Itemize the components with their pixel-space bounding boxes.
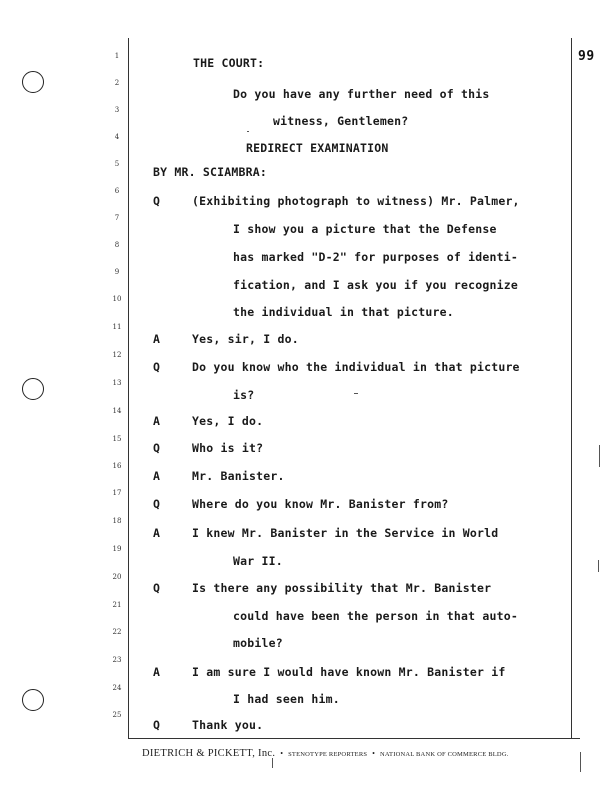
transcript-text: Thank you. — [192, 718, 264, 732]
reporter-address: NATIONAL BANK OF COMMERCE BLDG. — [379, 751, 509, 758]
reporter-firm: DIETRICH & PICKETT, Inc. — [142, 748, 276, 759]
transcript-text: Who is it? — [192, 441, 264, 455]
line-number: 10 — [112, 295, 122, 303]
footer-separator: • — [372, 749, 375, 758]
footer-separator: • — [280, 749, 284, 758]
transcript-text: Where do you know Mr. Banister from? — [192, 497, 449, 511]
transcript-text: could have been the person in that auto- — [233, 609, 518, 623]
punch-hole-top — [22, 71, 44, 93]
line-number: 1 — [114, 52, 120, 60]
qa-label: Q — [153, 497, 161, 511]
stray-mark — [354, 393, 358, 394]
transcript-text: the individual in that picture. — [233, 305, 454, 319]
transcript-text: Do you know who the individual in that picture — [192, 360, 520, 374]
line-number: 13 — [112, 379, 122, 387]
line-number: 15 — [112, 435, 122, 443]
edge-mark — [599, 445, 600, 467]
left-margin-rule — [128, 38, 129, 738]
line-number: 17 — [112, 489, 122, 497]
transcript-text: (Exhibiting photograph to witness) Mr. Palmer, — [192, 194, 520, 208]
qa-label: A — [153, 414, 161, 428]
transcript-text: I knew Mr. Banister in the Service in World — [192, 526, 499, 540]
line-number: 8 — [114, 241, 120, 249]
transcript-text: I am sure I would have known Mr. Banister if — [192, 665, 506, 679]
line-number: 5 — [114, 160, 120, 168]
qa-label: Q — [153, 581, 161, 595]
transcript-text: Yes, sir, I do. — [192, 332, 299, 346]
qa-label: Q — [153, 441, 161, 455]
examiner-heading: BY MR. SCIAMBRA: — [153, 165, 267, 179]
line-number: 20 — [112, 573, 122, 581]
transcript-text: has marked "D-2" for purposes of identi- — [233, 250, 518, 264]
line-number: 22 — [112, 628, 122, 636]
line-number: 2 — [114, 79, 120, 87]
qa-label: A — [153, 332, 161, 346]
line-number: 11 — [112, 323, 122, 331]
transcript-text: mobile? — [233, 636, 283, 650]
punch-hole-middle — [22, 378, 44, 400]
page-number: 99 — [578, 49, 595, 64]
speaker-heading: THE COURT: — [193, 56, 265, 70]
right-margin-rule — [571, 38, 572, 738]
line-number: 14 — [112, 407, 122, 415]
line-number: 4 — [114, 133, 120, 141]
line-number: 3 — [114, 106, 120, 114]
qa-label: Q — [153, 718, 161, 732]
transcript-text: Mr. Banister. — [192, 469, 285, 483]
line-number: 7 — [114, 214, 120, 222]
line-number: 6 — [114, 187, 120, 195]
qa-label: A — [153, 469, 161, 483]
punch-hole-bottom — [22, 689, 44, 711]
qa-label: A — [153, 665, 161, 679]
transcript-text: is? — [233, 388, 255, 402]
qa-label: Q — [153, 360, 161, 374]
qa-label: Q — [153, 194, 161, 208]
transcript-text: Is there any possibility that Mr. Banister — [192, 581, 492, 595]
edge-mark — [580, 752, 581, 772]
line-number: 9 — [114, 268, 120, 276]
line-number: 23 — [112, 656, 122, 664]
transcript-text: Do you have any further need of this — [233, 87, 490, 101]
line-number: 18 — [112, 517, 122, 525]
line-number: 24 — [112, 684, 122, 692]
transcript-text: fication, and I ask you if you recognize — [233, 278, 518, 292]
section-heading: REDIRECT EXAMINATION — [246, 141, 389, 155]
footer — [142, 743, 562, 761]
line-number: 25 — [112, 711, 122, 719]
transcript-text: I had seen him. — [233, 692, 340, 706]
transcript-text: witness, Gentlemen? — [273, 114, 409, 128]
stray-mark — [247, 131, 249, 132]
line-number: 12 — [112, 351, 122, 359]
footer-rule — [128, 738, 580, 739]
line-number: 21 — [112, 601, 122, 609]
line-number: 16 — [112, 462, 122, 470]
line-number: 19 — [112, 545, 122, 553]
transcript-text: Yes, I do. — [192, 414, 264, 428]
qa-label: A — [153, 526, 161, 540]
edge-mark — [598, 560, 599, 572]
reporter-service: STENOTYPE REPORTERS — [288, 751, 368, 758]
transcript-text: I show you a picture that the Defense — [233, 222, 497, 236]
transcript-text: War II. — [233, 554, 283, 568]
